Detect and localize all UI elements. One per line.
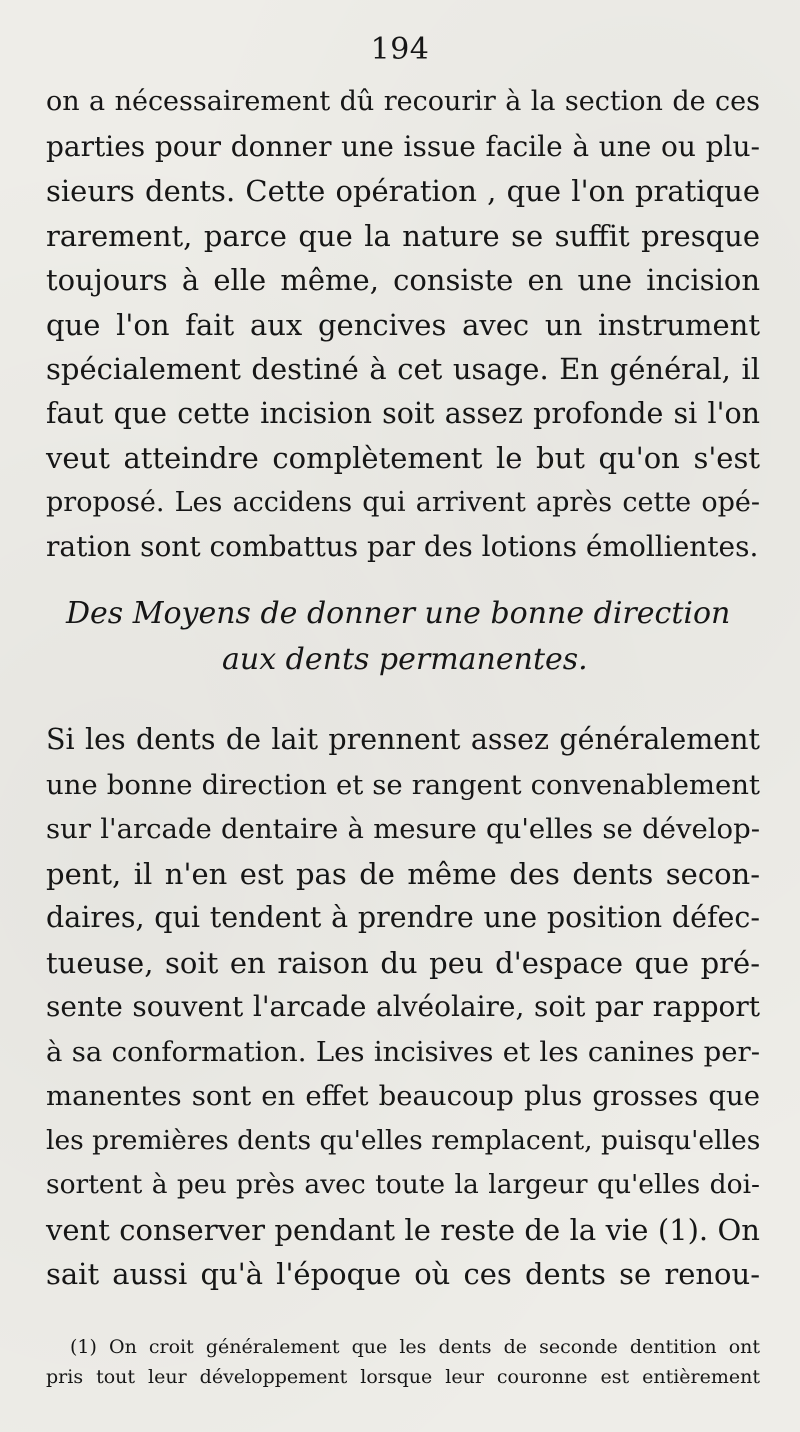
text-line: sait aussi qu'à l'époque où ces dents se renou- bbox=[46, 1257, 760, 1291]
text-line: sur l'arcade dentaire à mesure qu'elles se dévelop- bbox=[46, 813, 760, 845]
text-line: sieurs dents. Cette opération , que l'on pratique bbox=[46, 174, 760, 208]
text-line: faut que cette incision soit assez profonde si l'on bbox=[46, 396, 760, 430]
text-line: on a nécessairement dû recourir à la section de ces bbox=[46, 86, 760, 117]
text-line: sente souvent l'arcade alvéolaire, soit par rapport bbox=[46, 990, 760, 1023]
paragraph-1 bbox=[46, 80, 760, 570]
text-line: pent, il n'en est pas de même des dents secon- bbox=[46, 856, 760, 891]
text-line: vent conserver pendant le reste de la vie (1). On bbox=[46, 1212, 760, 1247]
text-line: manentes sont en effet beaucoup plus grosses que bbox=[46, 1080, 760, 1112]
heading-line-1: Des Moyens de donner une bonne direction bbox=[66, 596, 731, 631]
text-line: que l'on fait aux gencives avec un instrument bbox=[46, 307, 760, 342]
text-line: sortent à peu près avec toute la largeur qu'elles doi- bbox=[46, 1169, 760, 1200]
paragraph-2 bbox=[46, 718, 760, 1297]
footnote bbox=[46, 1332, 760, 1392]
text-line: à sa conformation. Les incisives et les canines per- bbox=[46, 1035, 760, 1068]
text-line: spécialement destiné à cet usage. En général, il bbox=[46, 352, 760, 386]
text-line: veut atteindre complètement le but qu'on s'est bbox=[46, 441, 760, 475]
footnote-line: pris tout leur développement lorsque leur couronne est entièrement bbox=[46, 1366, 760, 1388]
text-line: daires, qui tendent à prendre une position défec- bbox=[46, 901, 760, 934]
text-line: une bonne direction et se rangent convenablement bbox=[46, 768, 760, 801]
footnote-line: (1) On croit généralement que les dents de seconde dentition ont bbox=[70, 1336, 760, 1358]
text-line: les premières dents qu'elles remplacent, puisqu'elles bbox=[46, 1124, 761, 1156]
text-line: parties pour donner une issue facile à une ou plu- bbox=[46, 129, 760, 163]
text-line: tueuse, soit en raison du peu d'espace que pré- bbox=[46, 945, 760, 980]
text-line: proposé. Les accidens qui arrivent après cette opé- bbox=[46, 486, 760, 518]
text-line: rarement, parce que la nature se suffit presque bbox=[46, 218, 760, 253]
page-number: 194 bbox=[370, 32, 430, 67]
text-line: ration sont combattus par des lotions émollientes. bbox=[46, 530, 759, 563]
text-line: toujours à elle même, consiste en une incision bbox=[46, 263, 760, 297]
text-line: Si les dents de lait prennent assez généralement bbox=[46, 723, 760, 756]
heading-line-2: aux dents permanentes. bbox=[222, 642, 588, 677]
